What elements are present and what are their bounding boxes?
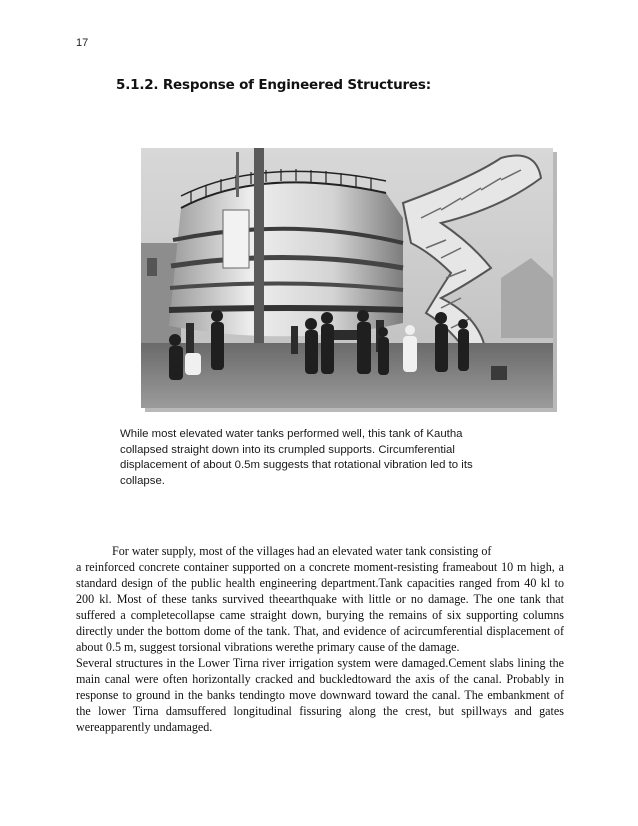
paragraph-irrigation-system: Several structures in the Lower Tirna river irrigation system were damaged.Cement slabs lining the main canal were often horizontally cracked and buckledtoward the axis of the canal. Probably in response to ground in the banks tendingto move downward toward the canal. The embankment of the lower Tirna damsuffered longitudinal fissuring along the crest, but spillways and gates wereapparently undamaged. [76, 656, 564, 734]
figure-caption [120, 427, 510, 489]
collapsed-water-tank-photo [141, 148, 553, 408]
paragraph-water-supply [76, 543, 564, 655]
paragraph-1-first-line: For water supply, most of the villages had an elevated water tank consisting of [112, 544, 492, 558]
paragraph-1-body: a reinforced concrete container supported on a concrete moment-resisting frameabout 10 m high, a standard design of the public health engineering department.Tank capacities ranged from 40 kl to 200 kl. Most of these tanks survived theearthquake with little or no damage. The one tank that suffered a completecollapse came straight down, burying the remains of six supporting columns directly under the bottom dome of the tank. That, and evidence of acircumferential displacement of about 0.5 m, suggest torsional vibrations werethe primary cause of the damage. [76, 560, 564, 654]
section-heading: 5.1.2. Response of Engineered Structures: [116, 77, 431, 93]
page-number: 17 [76, 37, 89, 49]
figure-caption-text: While most elevated water tanks performed well, this tank of Kautha collapsed straight down into its crumpled supports. Circumferential displacement of about 0.5m suggests that rotational vibration led to its collapse. [120, 428, 473, 487]
